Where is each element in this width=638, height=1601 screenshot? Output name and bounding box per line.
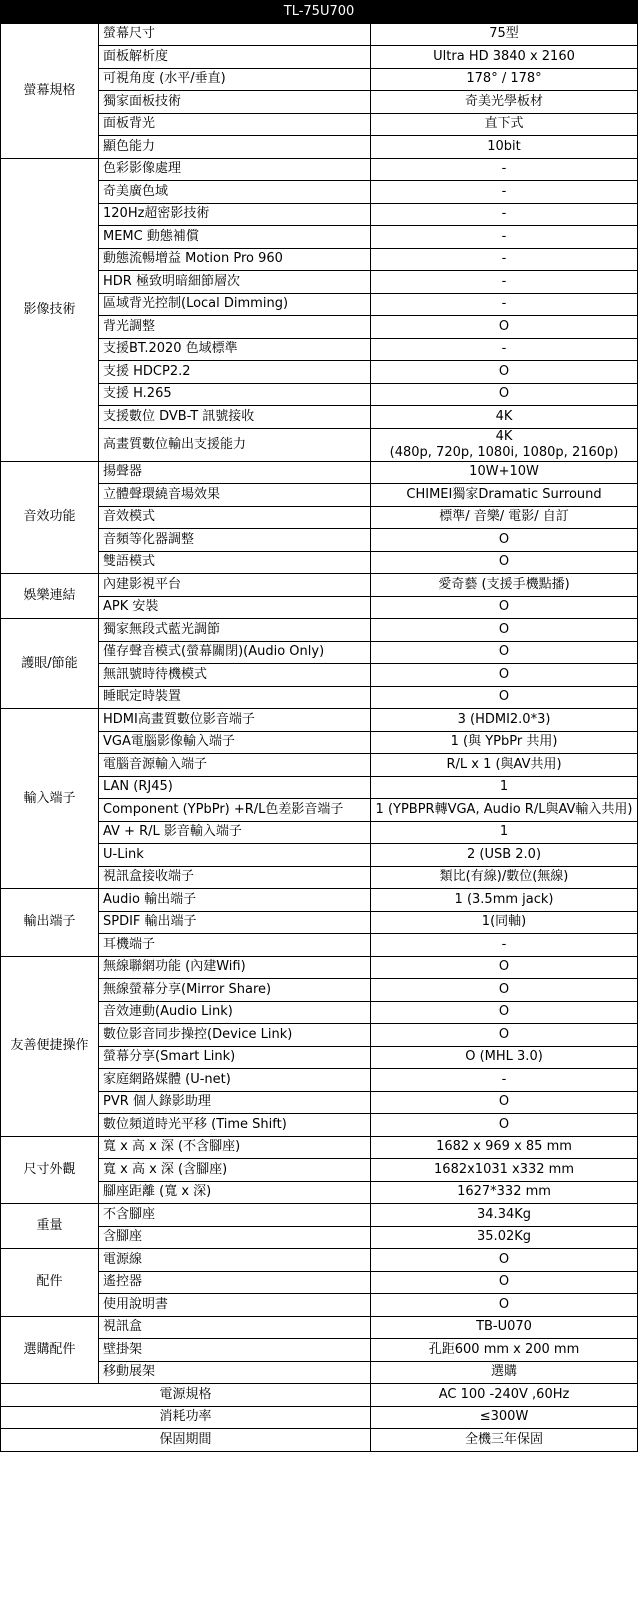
spec-name: 支援數位 DVB-T 訊號接收 [99,406,371,429]
spec-name: 音效連動(Audio Link) [99,1001,371,1024]
spec-value: 1 [371,821,638,844]
spec-name: 螢幕分享(Smart Link) [99,1046,371,1069]
spec-name: 螢幕尺寸 [99,23,371,46]
spec-row [1,709,638,732]
spec-name: 區域背光控制(Local Dimming) [99,293,371,316]
spec-name: 支援 HDCP2.2 [99,361,371,384]
spec-value: O [371,596,638,619]
spec-row [1,23,638,46]
spec-name: 面板背光 [99,113,371,136]
spec-value: O [371,361,638,384]
spec-name: 數位頻道時光平移 (Time Shift) [99,1114,371,1137]
spec-value: - [371,1069,638,1092]
spec-value: 1682 x 969 x 85 mm [371,1136,638,1159]
spec-value: 178° / 178° [371,68,638,91]
footer-value: 全機三年保固 [371,1429,638,1452]
spec-value: 75型 [371,23,638,46]
spec-name: 支援 H.265 [99,383,371,406]
footer-name: 消耗功率 [1,1406,371,1429]
spec-value: 1682x1031 x332 mm [371,1159,638,1182]
footer-value: ≤300W [371,1406,638,1429]
spec-value: O [371,529,638,552]
spec-name: LAN (RJ45) [99,776,371,799]
spec-row [1,158,638,181]
category-cell: 護眼/節能 [1,619,99,709]
spec-value: O (MHL 3.0) [371,1046,638,1069]
spec-value: 10W+10W [371,461,638,484]
spec-value: O [371,1249,638,1272]
spec-name: 音效模式 [99,506,371,529]
spec-row [1,461,638,484]
spec-name: APK 安裝 [99,596,371,619]
spec-value: 2 (USB 2.0) [371,844,638,867]
spec-value: O [371,1271,638,1294]
spec-value: TB-U070 [371,1316,638,1339]
spec-name: U-Link [99,844,371,867]
spec-name: 腳座距離 (寬 x 深) [99,1181,371,1204]
footer-row [1,1384,638,1407]
spec-value: O [371,1294,638,1317]
spec-value: O [371,551,638,574]
spec-value: 類比(有線)/數位(無線) [371,866,638,889]
spec-value: - [371,248,638,271]
category-cell: 輸出端子 [1,889,99,957]
model-title: TL-75U700 [1,1,638,24]
spec-value: 4K (480p, 720p, 1080i, 1080p, 2160p) [371,428,638,461]
spec-value: O [371,1001,638,1024]
spec-value: 愛奇藝 (支援手機點播) [371,574,638,597]
spec-name: 立體聲環繞音場效果 [99,484,371,507]
category-cell: 影像技術 [1,158,99,461]
spec-value: 1 (YPBPR轉VGA, Audio R/L與AV輸入共用) [371,799,638,822]
spec-name: 揚聲器 [99,461,371,484]
spec-name: 耳機端子 [99,934,371,957]
spec-name: 電源線 [99,1249,371,1272]
spec-name: 動態流暢增益 Motion Pro 960 [99,248,371,271]
spec-value: 1(同軸) [371,911,638,934]
spec-name: 音頻等化器調整 [99,529,371,552]
spec-name: 家庭網路媒體 (U-net) [99,1069,371,1092]
spec-name: 內建影視平台 [99,574,371,597]
spec-row [1,1249,638,1272]
spec-value: O [371,1091,638,1114]
spec-value: 35.02Kg [371,1226,638,1249]
spec-value: 標準/ 音樂/ 電影/ 自訂 [371,506,638,529]
spec-name: HDR 極致明暗細節層次 [99,271,371,294]
spec-name: 遙控器 [99,1271,371,1294]
spec-value: 34.34Kg [371,1204,638,1227]
spec-name: 面板解析度 [99,46,371,69]
spec-value: 3 (HDMI2.0*3) [371,709,638,732]
spec-value: 1 (3.5mm jack) [371,889,638,912]
spec-value: 直下式 [371,113,638,136]
spec-row [1,574,638,597]
category-cell: 尺寸外觀 [1,1136,99,1204]
spec-value: 10bit [371,136,638,159]
footer-row [1,1429,638,1452]
spec-name: 僅存聲音模式(螢幕關閉)(Audio Only) [99,641,371,664]
spec-row [1,619,638,642]
spec-value: 選購 [371,1361,638,1384]
spec-value: O [371,316,638,339]
spec-value: - [371,203,638,226]
spec-row [1,889,638,912]
spec-value: O [371,619,638,642]
spec-name: 視訊盒接收端子 [99,866,371,889]
spec-name: 120Hz超密影技術 [99,203,371,226]
spec-value: - [371,158,638,181]
spec-name: 無線螢幕分享(Mirror Share) [99,979,371,1002]
spec-name: AV + R/L 影音輸入端子 [99,821,371,844]
spec-value: 1 (與 YPbPr 共用) [371,731,638,754]
category-cell: 輸入端子 [1,709,99,889]
footer-value: AC 100 -240V ,60Hz [371,1384,638,1407]
spec-name: 數位影音同步操控(Device Link) [99,1024,371,1047]
spec-value: O [371,979,638,1002]
category-cell: 配件 [1,1249,99,1317]
spec-value: O [371,641,638,664]
spec-row [1,1136,638,1159]
spec-name: MEMC 動態補償 [99,226,371,249]
category-cell: 重量 [1,1204,99,1249]
spec-name: 寬 x 高 x 深 (含腳座) [99,1159,371,1182]
spec-value: - [371,338,638,361]
spec-name: 壁掛架 [99,1339,371,1362]
spec-value: O [371,686,638,709]
spec-value: R/L x 1 (與AV共用) [371,754,638,777]
spec-name: 支援BT.2020 色域標準 [99,338,371,361]
spec-name: 移動展架 [99,1361,371,1384]
spec-name: VGA電腦影像輸入端子 [99,731,371,754]
spec-name: 視訊盒 [99,1316,371,1339]
spec-name: 雙語模式 [99,551,371,574]
spec-name: 不含腳座 [99,1204,371,1227]
spec-value: O [371,1024,638,1047]
spec-value: - [371,293,638,316]
spec-name: PVR 個人錄影助理 [99,1091,371,1114]
spec-name: 奇美廣色域 [99,181,371,204]
spec-name: 含腳座 [99,1226,371,1249]
spec-value: 奇美光學板材 [371,91,638,114]
title-row [1,1,638,24]
spec-value: O [371,664,638,687]
spec-value: 1 [371,776,638,799]
spec-name: 電腦音源輸入端子 [99,754,371,777]
spec-name: 獨家無段式藍光調節 [99,619,371,642]
spec-name: 使用說明書 [99,1294,371,1317]
footer-name: 電源規格 [1,1384,371,1407]
category-cell: 娛樂連結 [1,574,99,619]
spec-value: - [371,226,638,249]
spec-value: 孔距600 mm x 200 mm [371,1339,638,1362]
footer-row [1,1406,638,1429]
footer-name: 保固期間 [1,1429,371,1452]
spec-value: 4K [371,406,638,429]
spec-name: 無線聯網功能 (內建Wifi) [99,956,371,979]
spec-value: Ultra HD 3840 x 2160 [371,46,638,69]
spec-value: O [371,383,638,406]
spec-name: SPDIF 輸出端子 [99,911,371,934]
spec-name: 獨家面板技術 [99,91,371,114]
spec-name: 可視角度 (水平/垂直) [99,68,371,91]
category-cell: 選購配件 [1,1316,99,1384]
spec-value: O [371,956,638,979]
spec-name: 顯色能力 [99,136,371,159]
spec-name: 睡眠定時裝置 [99,686,371,709]
spec-value: O [371,1114,638,1137]
category-cell: 螢幕規格 [1,23,99,158]
category-cell: 音效功能 [1,461,99,574]
spec-name: HDMI高畫質數位影音端子 [99,709,371,732]
spec-value: - [371,271,638,294]
spec-row [1,1316,638,1339]
spec-value: - [371,181,638,204]
spec-name: 無訊號時待機模式 [99,664,371,687]
spec-value: - [371,934,638,957]
spec-row [1,1204,638,1227]
spec-name: Component (YPbPr) +R/L色差影音端子 [99,799,371,822]
spec-value: 1627*332 mm [371,1181,638,1204]
category-cell: 友善便捷操作 [1,956,99,1136]
spec-name: 寬 x 高 x 深 (不含腳座) [99,1136,371,1159]
spec-name: Audio 輸出端子 [99,889,371,912]
spec-name: 色彩影像處理 [99,158,371,181]
spec-name: 背光調整 [99,316,371,339]
spec-row [1,956,638,979]
spec-value: CHIMEI獨家Dramatic Surround [371,484,638,507]
spec-name: 高畫質數位輸出支援能力 [99,428,371,461]
